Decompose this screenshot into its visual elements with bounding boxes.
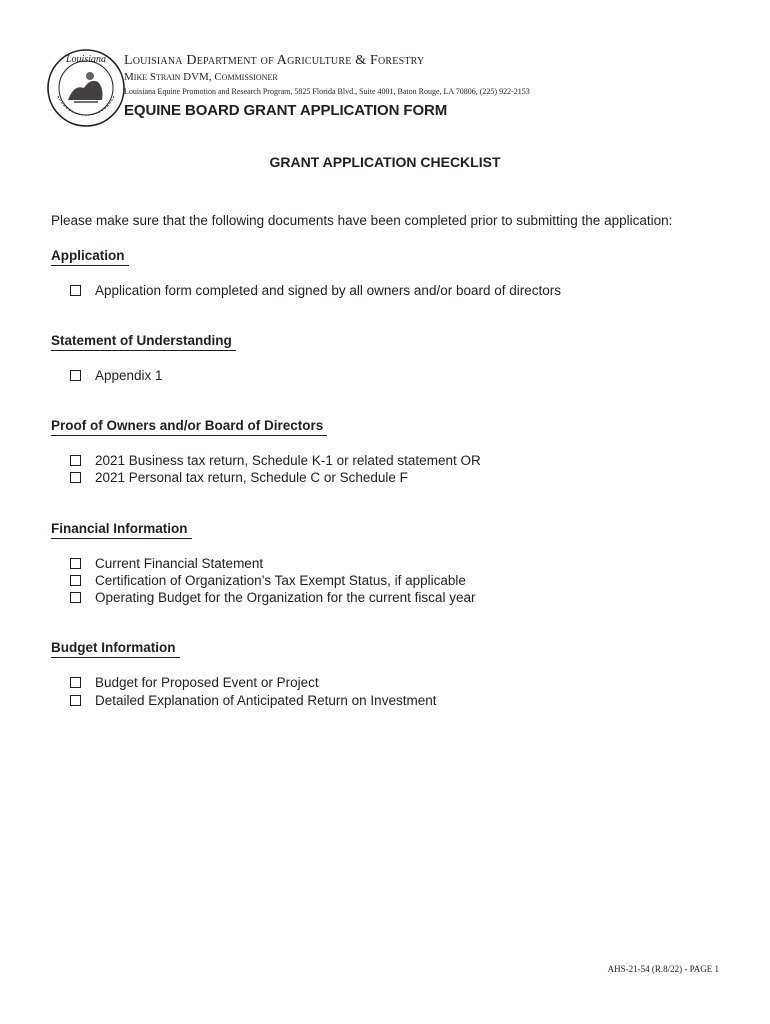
- checklist-item-label: Budget for Proposed Event or Project: [95, 675, 319, 690]
- checkbox[interactable]: [70, 592, 81, 603]
- checklist-item-label: Certification of Organization’s Tax Exempt Status, if applicable: [95, 573, 466, 588]
- checklist-item[interactable]: [70, 674, 319, 691]
- department-seal-logo: [46, 48, 126, 128]
- section-heading-statement: Statement of Understanding: [51, 333, 236, 351]
- checkbox[interactable]: [70, 558, 81, 569]
- checklist-item-label: 2021 Business tax return, Schedule K-1 or related statement OR: [95, 453, 481, 468]
- checkbox[interactable]: [70, 677, 81, 688]
- checklist-item-label: Operating Budget for the Organization for the current fiscal year: [95, 590, 476, 605]
- section-heading-financial: Financial Information: [51, 521, 192, 539]
- checkbox[interactable]: [70, 455, 81, 466]
- checklist-item[interactable]: [70, 469, 408, 486]
- checklist-item-label: 2021 Personal tax return, Schedule C or Schedule F: [95, 470, 408, 485]
- form-footer: AHS-21-54 (R.8/22) - PAGE 1: [607, 964, 719, 974]
- department-name: Louisiana Department of Agriculture & Forestry: [124, 53, 425, 68]
- checklist-item-label: Appendix 1: [95, 368, 163, 383]
- form-title: EQUINE BOARD GRANT APPLICATION FORM: [124, 102, 448, 119]
- checklist-item-label: Application form completed and signed by all owners and/or board of directors: [95, 283, 562, 298]
- checkbox[interactable]: [70, 695, 81, 706]
- checklist-item[interactable]: [70, 589, 475, 606]
- checkbox[interactable]: [70, 285, 81, 296]
- checklist-item[interactable]: [70, 452, 481, 469]
- checklist-item[interactable]: [70, 282, 561, 299]
- checkbox[interactable]: [70, 575, 81, 586]
- checklist-title: GRANT APPLICATION CHECKLIST: [269, 154, 501, 170]
- svg-text:Louisiana: Louisiana: [65, 54, 107, 65]
- checkbox[interactable]: [70, 370, 81, 381]
- checklist-item-label: Current Financial Statement: [95, 556, 264, 571]
- program-address: Louisiana Equine Promotion and Research Program, 5825 Florida Blvd., Suite 4001, Baton Rouge, LA 70806, (225) 922-2153: [124, 87, 530, 96]
- department-seal: [46, 48, 126, 128]
- commissioner-name: Mike Strain DVM, Commissioner: [124, 71, 278, 83]
- section-heading-budget: Budget Information: [51, 640, 180, 658]
- checklist-item[interactable]: [70, 692, 436, 709]
- checkbox[interactable]: [70, 472, 81, 483]
- intro-text: Please make sure that the following documents have been completed prior to submitting the application:: [51, 213, 673, 228]
- section-heading-proof-of-owners: Proof of Owners and/or Board of Directors: [51, 418, 327, 436]
- section-heading-application: Application: [51, 248, 129, 266]
- checklist-item-label: Detailed Explanation of Anticipated Return on Investment: [95, 693, 437, 708]
- checklist-item[interactable]: [70, 367, 163, 384]
- checklist-item[interactable]: [70, 555, 263, 572]
- checklist-item[interactable]: [70, 572, 466, 589]
